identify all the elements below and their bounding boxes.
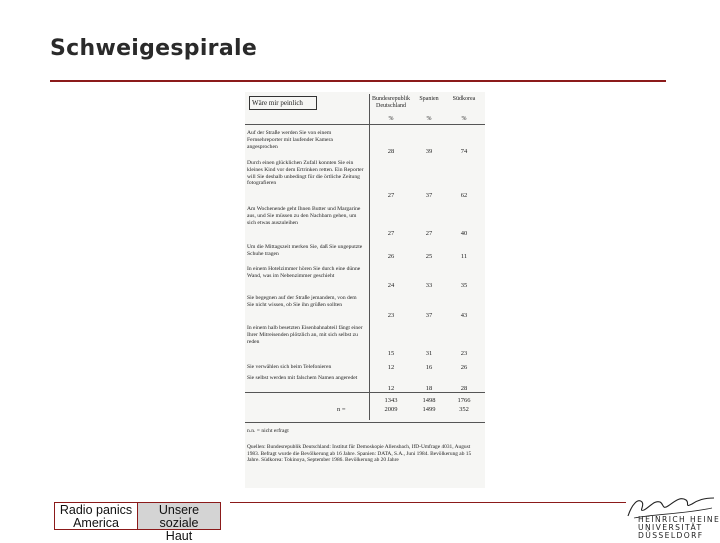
table-divider: [245, 124, 485, 125]
table-row-text: Durch einen glücklichen Zufall konnten Sie ein kleines Kind vor dem Ertrinken retten. Ein Reporter will Sie deshalb unbedingt für die örtliche Zeitung fotografieren: [247, 160, 364, 187]
table-header-box: Wäre mir peinlich: [249, 96, 317, 110]
table-cell: 26: [460, 364, 468, 371]
table-cell: 23: [387, 312, 395, 319]
table-cell: 28: [387, 148, 395, 155]
tab-label: Radio panics: [59, 503, 133, 517]
table-cell: 15: [387, 350, 395, 357]
table-cell: 23: [460, 350, 468, 357]
logo-line: HEINRICH HEINE: [638, 515, 720, 524]
table-cell: 62: [460, 192, 468, 199]
table-cell: 39: [425, 148, 433, 155]
column-unit: %: [388, 116, 394, 122]
n-value: 1343: [384, 397, 398, 404]
n-value: 1498: [422, 397, 436, 404]
table-cell: 33: [425, 282, 433, 289]
column-header-suedkorea: Südkorea: [452, 96, 476, 102]
column-header-spanien: Spanien: [419, 96, 439, 102]
table-divider: [369, 94, 370, 420]
title-divider: [50, 80, 666, 82]
n-value: 2009: [384, 406, 398, 413]
table-cell: 43: [460, 312, 468, 319]
column-header-brd: Bundesrepublik Deutschland: [372, 96, 410, 109]
table-cell: 27: [425, 230, 433, 237]
table-sources: Quellen: Bundesrepublik Deutschland: Institut für Demoskopie Allensbach, IfD-Umfrage 4031, August 1983. Befragt wurde die Bevölkerung ab 16 Jahre. Spanien: DATA, S.A., Juni 1984. Bevölkerung ab 15 Jahre. Südkorea: Tokinoya, September 1986. Bevölkerung ab 20 Jahre: [247, 444, 472, 464]
n-value: 1499: [422, 406, 436, 413]
tab-unsere-soziale-haut[interactable]: [137, 502, 221, 543]
table-cell: 11: [460, 253, 468, 260]
table-cell: 40: [460, 230, 468, 237]
table-cell: 37: [425, 192, 433, 199]
table-row-text: Sie verwählen sich beim Telefonieren: [247, 364, 332, 370]
tab-label: Haut: [165, 529, 193, 543]
table-cell: 12: [387, 385, 395, 392]
table-cell: 37: [425, 312, 433, 319]
university-logo: [624, 490, 720, 540]
table-row-text: In einem Hotelzimmer hören Sie durch eine dünne Wand, was im Nebenzimmer geschieht: [247, 266, 361, 279]
logo-line: UNIVERSITÄT: [638, 523, 703, 532]
table-cell: 12: [387, 364, 395, 371]
column-unit: %: [461, 116, 467, 122]
table-cell: 35: [460, 282, 468, 289]
table-cell: 28: [460, 385, 468, 392]
table-cell: 16: [425, 364, 433, 371]
n-label: n =: [337, 406, 346, 413]
bottom-divider: [230, 502, 626, 503]
scanned-table: [245, 92, 485, 488]
table-note: n.n. = nicht erfragt: [247, 428, 289, 434]
logo-line: DÜSSELDORF: [638, 531, 704, 540]
table-cell: 74: [460, 148, 468, 155]
tab-label: America: [73, 516, 119, 530]
tab-label: Unsere soziale: [158, 503, 200, 530]
n-value: 352: [459, 406, 469, 413]
slide-title: Schweigespirale: [50, 36, 258, 61]
table-cell: 18: [425, 385, 433, 392]
bottom-tabs: [54, 502, 220, 543]
table-row-text: Um die Mittagszeit merken Sie, daß Sie ungeputzte Schuhe tragen: [247, 244, 363, 257]
table-row-text: Sie selbst werden mit falschem Namen angeredet: [247, 375, 358, 381]
table-divider: [245, 422, 485, 423]
table-row-text: In einem halb besetzten Eisenbahnabteil fängt einer Ihrer Mitreisenden plötzlich an, mit sich selbst zu reden: [247, 325, 363, 345]
table-cell: 24: [387, 282, 395, 289]
table-cell: 27: [387, 230, 395, 237]
table-row-text: Auf der Straße werden Sie von einem Fernsehreporter mit laufender Kamera angesprochen: [247, 130, 333, 150]
table-cell: 25: [425, 253, 433, 260]
n-value: 1766: [457, 397, 471, 404]
table-row-text: Am Wochenende geht Ihnen Butter und Margarine aus, und Sie müssen zu den Nachbarn gehen, um sich etwas auszuleihen: [247, 206, 361, 226]
table-cell: 27: [387, 192, 395, 199]
tab-radio-panics[interactable]: [54, 502, 138, 530]
table-cell: 26: [387, 253, 395, 260]
table-row-text: Sie begegnen auf der Straße jemandem, von dem Sie nicht wissen, ob Sie ihn grüßen sollten: [247, 295, 357, 308]
column-unit: %: [426, 116, 432, 122]
table-cell: 31: [425, 350, 433, 357]
table-divider: [245, 392, 485, 393]
